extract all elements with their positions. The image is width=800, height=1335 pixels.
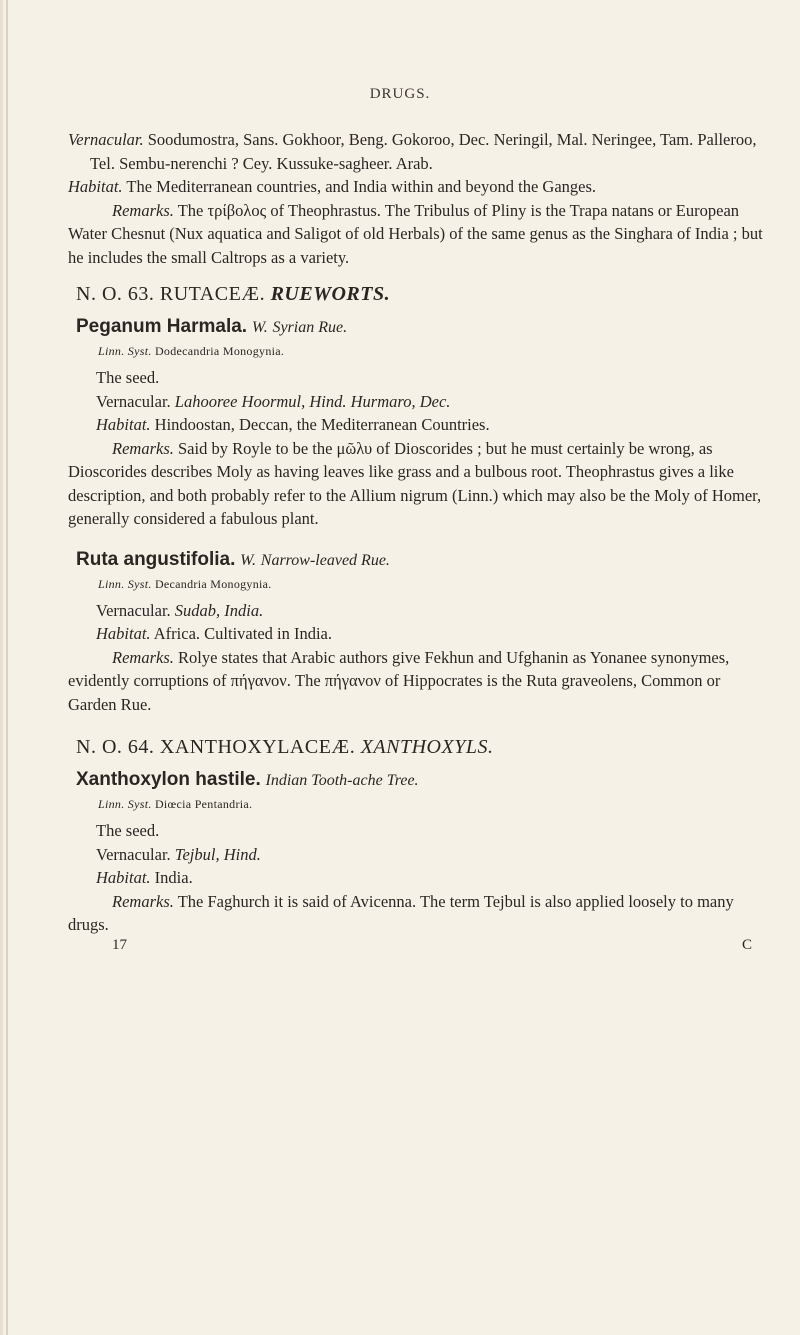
intro-vernacular-line3: Cey. Kussuke-sagheer. Arab. <box>242 153 433 173</box>
signature-mark: C <box>741 936 752 953</box>
ruta-name: Ruta angustifolia. <box>76 548 236 570</box>
xanthoxylon-common: Indian Tooth-ache Tree. <box>265 772 419 789</box>
peganum-linnaean <box>98 342 768 360</box>
ruta-vernacular <box>96 599 768 623</box>
xanthoxylon-linn-label: Linn. Syst. <box>98 797 152 811</box>
ruta-remarks <box>68 646 768 717</box>
intro-remarks-label: Remarks. <box>112 200 174 220</box>
ruta-linn-class: Decandria Monogynia. <box>154 576 272 591</box>
peganum-remarks-text: Said by Royle to be the μῶλυ of Dioscorides ; but he must certainly be wrong, as Dioscorides describes Moly as having leaves like grass and a bulbous root. Theophrastus gives a like description, and both probably refer to the Allium nigrum (Linn.) which may also be the Moly of Homer, generally considered a fabulous plant. <box>68 438 762 528</box>
xanthoxylon-vernacular-text: Tejbul, Hind. <box>174 844 261 864</box>
peganum-entry <box>96 366 768 437</box>
xanthoxylon-habitat-label: Habitat. <box>96 868 151 887</box>
ruta-habitat <box>96 622 768 646</box>
ruta-linnaean <box>98 575 768 593</box>
intro-habitat-label: Habitat. <box>68 177 123 196</box>
page-gutter-line <box>6 0 8 1335</box>
intro-vernacular-line1: Soodumostra, Sans. Gokhoor, Beng. Gokoroo, Dec. <box>147 130 490 149</box>
peganum-habitat <box>96 413 768 437</box>
order-64-latin: XANTHOXYLACEÆ. <box>159 736 356 758</box>
xanthoxylon-vernacular-label: Vernacular. <box>96 844 171 864</box>
peganum-linn-label: Linn. Syst. <box>98 344 152 358</box>
peganum-part: The seed. <box>96 368 160 387</box>
xanthoxylon-entry <box>96 819 768 890</box>
ruta-author: W. <box>240 551 257 569</box>
intro-remarks <box>68 199 768 270</box>
ruta-linn-label: Linn. Syst. <box>98 576 152 591</box>
peganum-common: Syrian Rue. <box>272 319 348 336</box>
ruta-remarks-text: Rolye states that Arabic authors give Fekhun and Ufghanin as Yonanee synonymes, evidently corruptions of πήγανον. The πήγανον of Hippocrates is the Ruta graveolens, Common or Garden Rue. <box>68 647 730 714</box>
ruta-entry <box>96 599 768 646</box>
running-head: DRUGS. <box>369 86 431 102</box>
ruta-habitat-label: Habitat. <box>96 624 151 643</box>
order-63-latin: RUTACEÆ. <box>159 283 266 305</box>
order-63-number: N. O. 63. <box>76 283 155 305</box>
peganum-remarks-label: Remarks. <box>112 438 174 458</box>
peganum-vernacular-label: Vernacular. <box>96 391 171 411</box>
page-gutter-shadow <box>0 0 3 1335</box>
xanthoxylon-habitat <box>96 866 768 890</box>
ruta-habitat-text: Africa. Cultivated in India. <box>153 624 333 643</box>
intro-vernacular-line2: Neringil, Mal. Neringee, Tam. Palleroo, Tel. Sembu-nerenchi ? <box>90 130 757 173</box>
peganum-remarks <box>68 437 768 531</box>
xanthoxylon-remarks-label: Remarks. <box>112 891 174 911</box>
peganum-name: Peganum Harmala. <box>76 316 248 337</box>
peganum-vernacular <box>96 390 768 414</box>
order-63-english: RUEWORTS. <box>270 283 391 305</box>
intro-habitat-text: The Mediterranean countries, and India within and beyond the Ganges. <box>126 177 597 196</box>
xanthoxylon-heading <box>76 769 768 791</box>
ruta-heading <box>76 549 768 571</box>
xanthoxylon-remarks <box>68 890 768 937</box>
xanthoxylon-remarks-text: The Faghurch it is said of Avicenna. The term Tejbul is also applied loosely to many drugs. <box>68 891 734 934</box>
intro-vernacular <box>68 128 768 175</box>
peganum-vernacular-text: Lahooree Hoormul, Hind. Hurmaro, Dec. <box>174 391 451 411</box>
page-footer <box>112 937 752 954</box>
peganum-habitat-text: Hindoostan, Deccan, the Mediterranean Countries. <box>154 415 490 434</box>
order-64-number: N. O. 64. <box>76 736 155 758</box>
ruta-remarks-label: Remarks. <box>112 647 174 667</box>
xanthoxylon-linn-class: Diœcia Pentandria. <box>154 797 253 811</box>
ruta-vernacular-label: Vernacular. <box>96 600 171 620</box>
page-body <box>68 128 768 954</box>
peganum-habitat-label: Habitat. <box>96 415 151 434</box>
intro-vernacular-label: Vernacular. <box>68 130 144 149</box>
intro-remarks-text: The τρίβολος of Theophrastus. The Tribulus of Pliny is the Trapa natans or European Water Chesnut (Nux aquatica and Saligot of old Herbals) of the same genus as the Singhara of India ; but he includes the small Caltrops as a variety. <box>68 200 763 267</box>
order-64-heading <box>76 736 768 759</box>
xanthoxylon-linnaean <box>98 795 768 813</box>
xanthoxylon-name: Xanthoxylon hastile. <box>76 769 261 790</box>
xanthoxylon-part: The seed. <box>96 821 160 840</box>
peganum-author: W. <box>251 319 268 336</box>
order-64-english: XANTHOXYLS. <box>360 736 494 758</box>
peganum-heading <box>76 316 768 338</box>
order-63-heading <box>76 283 768 306</box>
intro-habitat <box>68 175 768 199</box>
page-number: 17 <box>112 936 127 953</box>
peganum-linn-class: Dodecandria Monogynia. <box>154 344 285 358</box>
ruta-vernacular-text: Sudab, India. <box>174 600 264 620</box>
xanthoxylon-habitat-text: India. <box>154 868 193 887</box>
xanthoxylon-vernacular <box>96 843 768 867</box>
ruta-common: Narrow-leaved Rue. <box>260 551 390 569</box>
